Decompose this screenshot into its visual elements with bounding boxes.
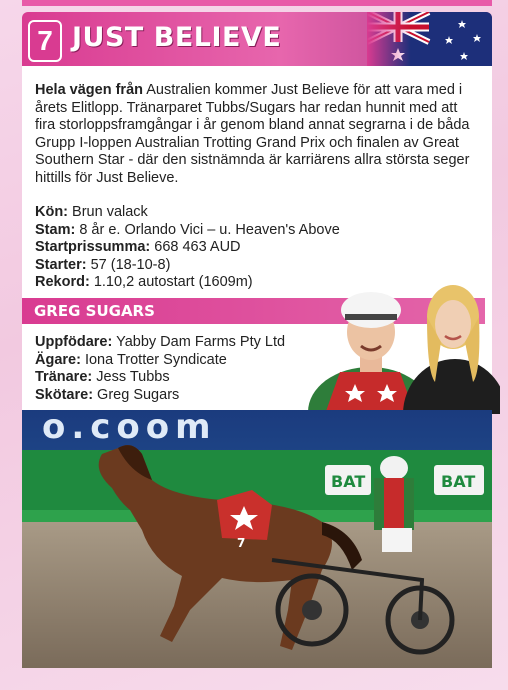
intro-paragraph [35, 82, 475, 187]
owner-tranare: Tränare: Jess Tubbs [35, 369, 170, 385]
banner-text-2: BAT [441, 472, 476, 491]
horse-name-title: JUST BELIEVE [72, 22, 282, 53]
intro-lead: Hela vägen från [35, 82, 143, 98]
owner-uppfodare: Uppfödare: Yabby Dam Farms Pty Ltd [35, 334, 286, 350]
owner-agare: Ägare: Iona Trotter Syndicate [35, 351, 227, 368]
trotting-horse-photo [22, 410, 492, 668]
owner-info [35, 334, 335, 404]
fact-startprissumma: Startprissumma: 668 463 AUD [35, 239, 241, 255]
australia-flag-icon [367, 12, 492, 66]
sulky-number: 7 [237, 536, 246, 550]
driver-name: GREG SUGARS [34, 302, 155, 320]
top-accent-strip [22, 0, 492, 6]
intro-text: Australien kommer Just Believe för att vara med i årets Elitlopp. Tränarparet Tubbs/Sugars har redan hunnit med att fira storloppsframgångar i år genom bland annat segrarna i de båda Grupp I-loppen Australian Trotting Grand Prix och finalen av Great Southern Star - där den sistnämnda är karriärens allra största seger hittills för Just Believe. [35, 82, 470, 186]
fact-starter: Starter: 57 (18-10-8) [35, 256, 171, 273]
fact-rekord: Rekord: 1.10,2 autostart (1609m) [35, 274, 253, 290]
svg-text:o.coom: o.coom [42, 410, 217, 447]
fact-kon: Kön: Brun valack [35, 204, 148, 220]
fact-stam: Stam: 8 år e. Orlando Vici – u. Heaven's Above [35, 221, 340, 238]
owner-skotare: Skötare: Greg Sugars [35, 386, 180, 403]
banner-text-1: BAT [331, 472, 366, 491]
horse-header [22, 12, 492, 66]
start-number-badge: 7 [28, 20, 62, 62]
